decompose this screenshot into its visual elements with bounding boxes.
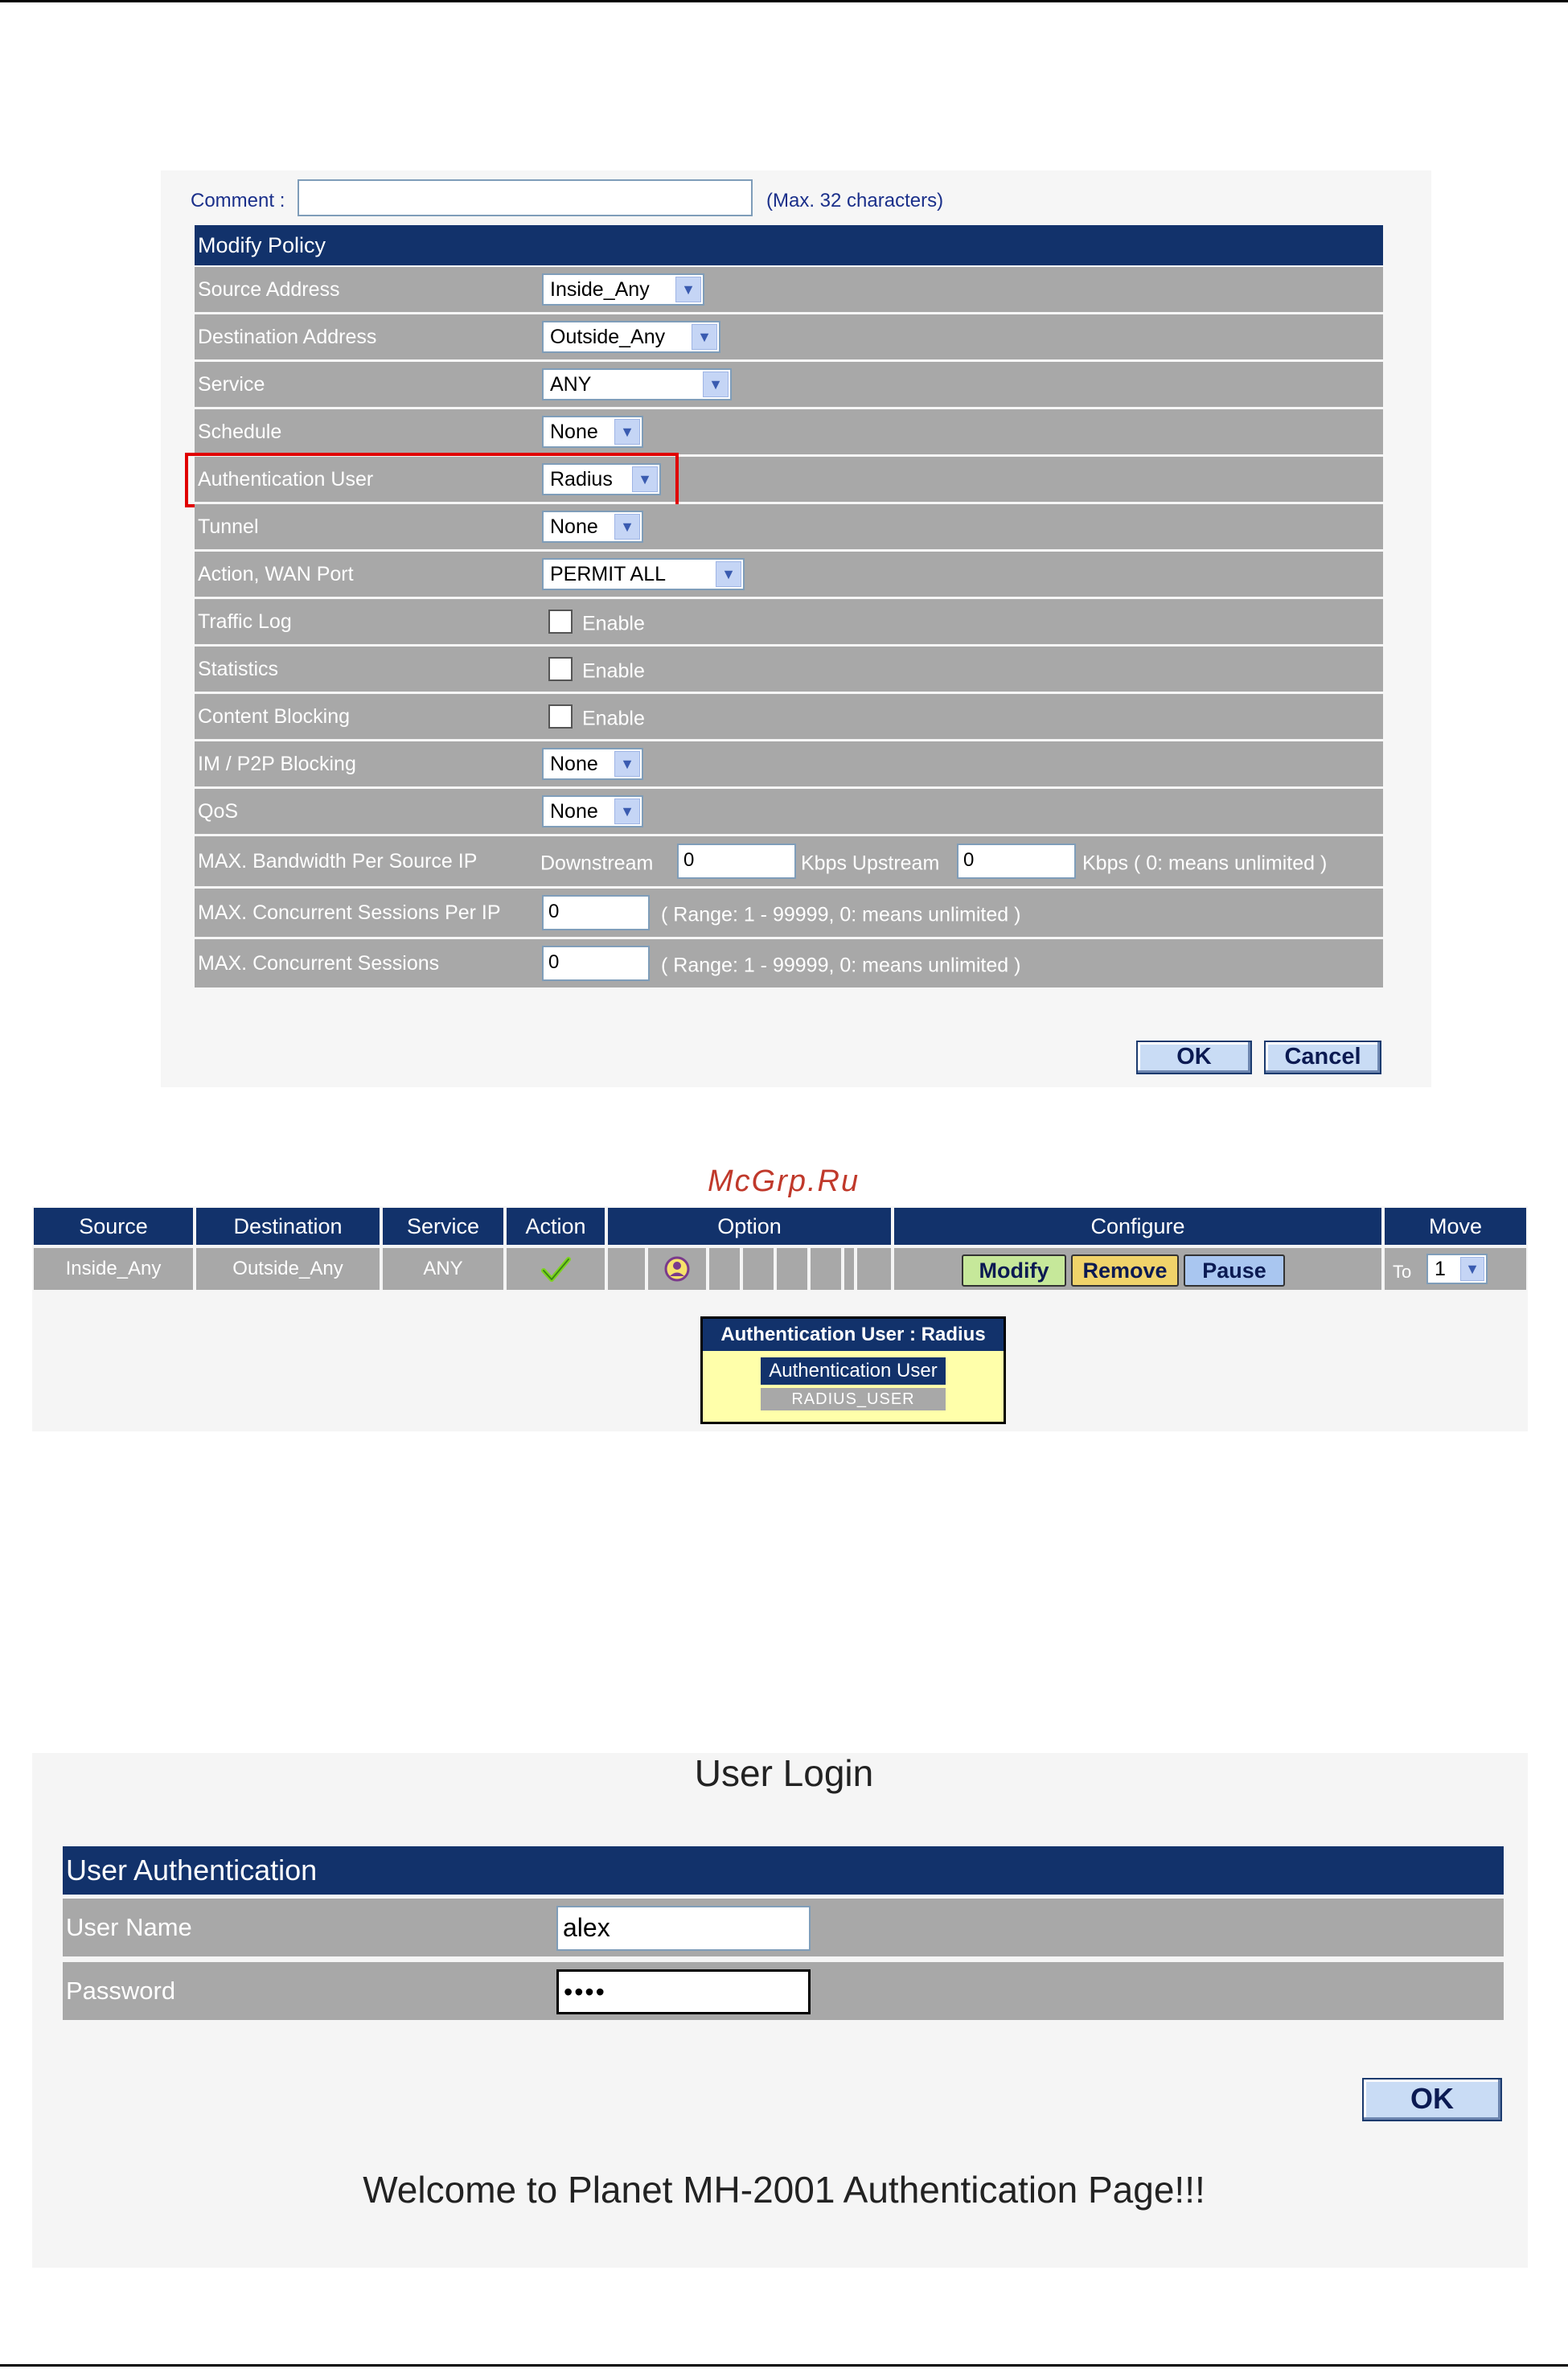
col-configure: Configure [894, 1208, 1381, 1245]
authentication-user-value: Radius [550, 468, 613, 491]
traffic-log-checkbox[interactable] [548, 610, 573, 634]
popup-header: Authentication User [761, 1357, 946, 1385]
chevron-down-icon: ▼ [632, 466, 658, 492]
content-blocking-label: Content Blocking [198, 704, 351, 728]
downstream-input[interactable]: 0 [677, 844, 796, 879]
password-input[interactable]: •••• [556, 1969, 811, 2014]
cell-source: Inside_Any [34, 1248, 193, 1290]
row-source-address [195, 267, 1383, 312]
max-sessions-per-ip-hint: ( Range: 1 - 99999, 0: means unlimited ) [661, 903, 1021, 926]
popup-value: RADIUS_USER [761, 1388, 946, 1410]
option-cell [857, 1248, 891, 1290]
col-move: Move [1385, 1208, 1526, 1245]
authentication-user-label: Authentication User [198, 467, 374, 491]
row-action-wan-port [195, 552, 1383, 597]
service-label: Service [198, 372, 265, 396]
row-password [63, 1962, 1504, 2020]
traffic-log-label: Traffic Log [198, 610, 292, 633]
action-wan-port-label: Action, WAN Port [198, 562, 354, 585]
im-p2p-blocking-value: None [550, 753, 598, 775]
row-max-sessions [195, 939, 1383, 987]
row-tunnel [195, 504, 1383, 549]
ok-button[interactable]: OK [1136, 1041, 1252, 1074]
tunnel-value: None [550, 515, 598, 538]
user-authentication-header: User Authentication [63, 1846, 1504, 1895]
max-sessions-hint: ( Range: 1 - 99999, 0: means unlimited ) [661, 954, 1021, 977]
destination-address-label: Destination Address [198, 325, 377, 348]
col-action: Action [507, 1208, 605, 1245]
password-label: Password [66, 1977, 176, 2005]
comment-label: Comment : [191, 190, 285, 211]
move-value: 1 [1435, 1258, 1446, 1280]
cell-destination: Outside_Any [196, 1248, 380, 1290]
modify-policy-header: Modify Policy [195, 225, 1383, 265]
im-p2p-blocking-label: IM / P2P Blocking [198, 752, 356, 775]
comment-hint: (Max. 32 characters) [766, 190, 944, 211]
watermark: McGrp.Ru [708, 1164, 860, 1198]
col-option: Option [608, 1208, 891, 1245]
cancel-button[interactable]: Cancel [1264, 1041, 1381, 1074]
option-cell [608, 1248, 645, 1290]
upstream-input[interactable]: 0 [957, 844, 1076, 879]
max-sessions-label: MAX. Concurrent Sessions [198, 951, 440, 975]
max-bandwidth-label: MAX. Bandwidth Per Source IP [198, 849, 478, 872]
row-traffic-log [195, 599, 1383, 644]
tunnel-label: Tunnel [198, 515, 259, 538]
schedule-value: None [550, 421, 598, 443]
service-value: ANY [550, 373, 592, 396]
login-title: User Login [694, 1752, 874, 1794]
option-cell-auth[interactable] [648, 1248, 706, 1290]
destination-address-select[interactable] [542, 321, 720, 353]
qos-select[interactable] [542, 795, 643, 827]
comment-input[interactable] [298, 179, 753, 216]
statistics-label: Statistics [198, 657, 279, 680]
login-ok-button[interactable]: OK [1362, 2078, 1502, 2121]
chevron-down-icon: ▼ [716, 561, 741, 587]
chevron-down-icon: ▼ [614, 751, 640, 777]
action-wan-port-value: PERMIT ALL [550, 563, 667, 585]
chevron-down-icon: ▼ [614, 514, 640, 540]
action-wan-port-select[interactable] [542, 558, 745, 590]
chevron-down-icon: ▼ [614, 799, 640, 824]
chevron-down-icon: ▼ [675, 277, 701, 302]
row-schedule [195, 409, 1383, 454]
chevron-down-icon: ▼ [614, 419, 640, 445]
move-select[interactable] [1426, 1254, 1488, 1284]
cell-move [1385, 1248, 1526, 1290]
downstream-label: Downstream [540, 852, 654, 875]
statistics-enable-label: Enable [582, 659, 645, 683]
chevron-down-icon: ▼ [692, 324, 717, 350]
traffic-log-enable-label: Enable [582, 612, 645, 635]
option-cell [777, 1248, 807, 1290]
option-cell [811, 1248, 841, 1290]
cell-action [507, 1248, 605, 1290]
col-service: Service [383, 1208, 503, 1245]
chevron-down-icon: ▼ [1460, 1257, 1484, 1281]
row-content-blocking [195, 694, 1383, 739]
highlight-box [185, 453, 679, 507]
popup-title: Authentication User : Radius [703, 1319, 1004, 1351]
authentication-user-icon[interactable] [663, 1254, 692, 1283]
statistics-checkbox[interactable] [548, 657, 573, 681]
source-address-value: Inside_Any [550, 278, 650, 301]
top-rule [0, 0, 1568, 2]
row-user-name [63, 1899, 1504, 1956]
qos-value: None [550, 800, 598, 823]
chevron-down-icon: ▼ [703, 372, 729, 397]
move-to-label: To [1393, 1262, 1412, 1282]
row-im-p2p-blocking [195, 741, 1383, 786]
schedule-label: Schedule [198, 420, 282, 443]
tunnel-select[interactable] [542, 511, 643, 543]
option-cell [844, 1248, 854, 1290]
max-sessions-per-ip-label: MAX. Concurrent Sessions Per IP [198, 901, 501, 924]
pause-button[interactable]: Pause [1184, 1254, 1285, 1287]
col-source: Source [34, 1208, 193, 1245]
remove-button[interactable]: Remove [1071, 1254, 1179, 1287]
destination-address-value: Outside_Any [550, 326, 666, 348]
bandwidth-hint: Kbps ( 0: means unlimited ) [1082, 852, 1328, 875]
row-statistics [195, 647, 1383, 692]
welcome-message: Welcome to Planet MH-2001 Authentication Page!!! [363, 2169, 1205, 2211]
user-name-label: User Name [66, 1913, 192, 1941]
qos-label: QoS [198, 799, 239, 823]
content-blocking-checkbox[interactable] [548, 704, 573, 729]
source-address-label: Source Address [198, 277, 340, 301]
row-qos [195, 789, 1383, 834]
col-destination: Destination [196, 1208, 380, 1245]
row-service [195, 362, 1383, 407]
modify-button[interactable]: Modify [962, 1254, 1066, 1287]
max-sessions-input[interactable]: 0 [542, 946, 650, 981]
cell-service: ANY [383, 1248, 503, 1290]
authentication-user-popup [700, 1316, 1006, 1424]
option-cell [709, 1248, 740, 1290]
row-max-sessions-per-ip [195, 889, 1383, 937]
option-cell [743, 1248, 774, 1290]
service-select[interactable] [542, 368, 732, 400]
bottom-rule [0, 2364, 1568, 2367]
schedule-select[interactable] [542, 416, 643, 448]
row-destination-address [195, 314, 1383, 359]
checkmark-icon [539, 1253, 573, 1287]
upstream-label: Kbps Upstream [801, 852, 940, 875]
user-name-input[interactable]: alex [556, 1906, 811, 1951]
source-address-select[interactable] [542, 273, 704, 306]
im-p2p-blocking-select[interactable] [542, 748, 643, 780]
max-sessions-per-ip-input[interactable]: 0 [542, 895, 650, 930]
row-max-bandwidth [195, 836, 1383, 886]
content-blocking-enable-label: Enable [582, 707, 645, 730]
